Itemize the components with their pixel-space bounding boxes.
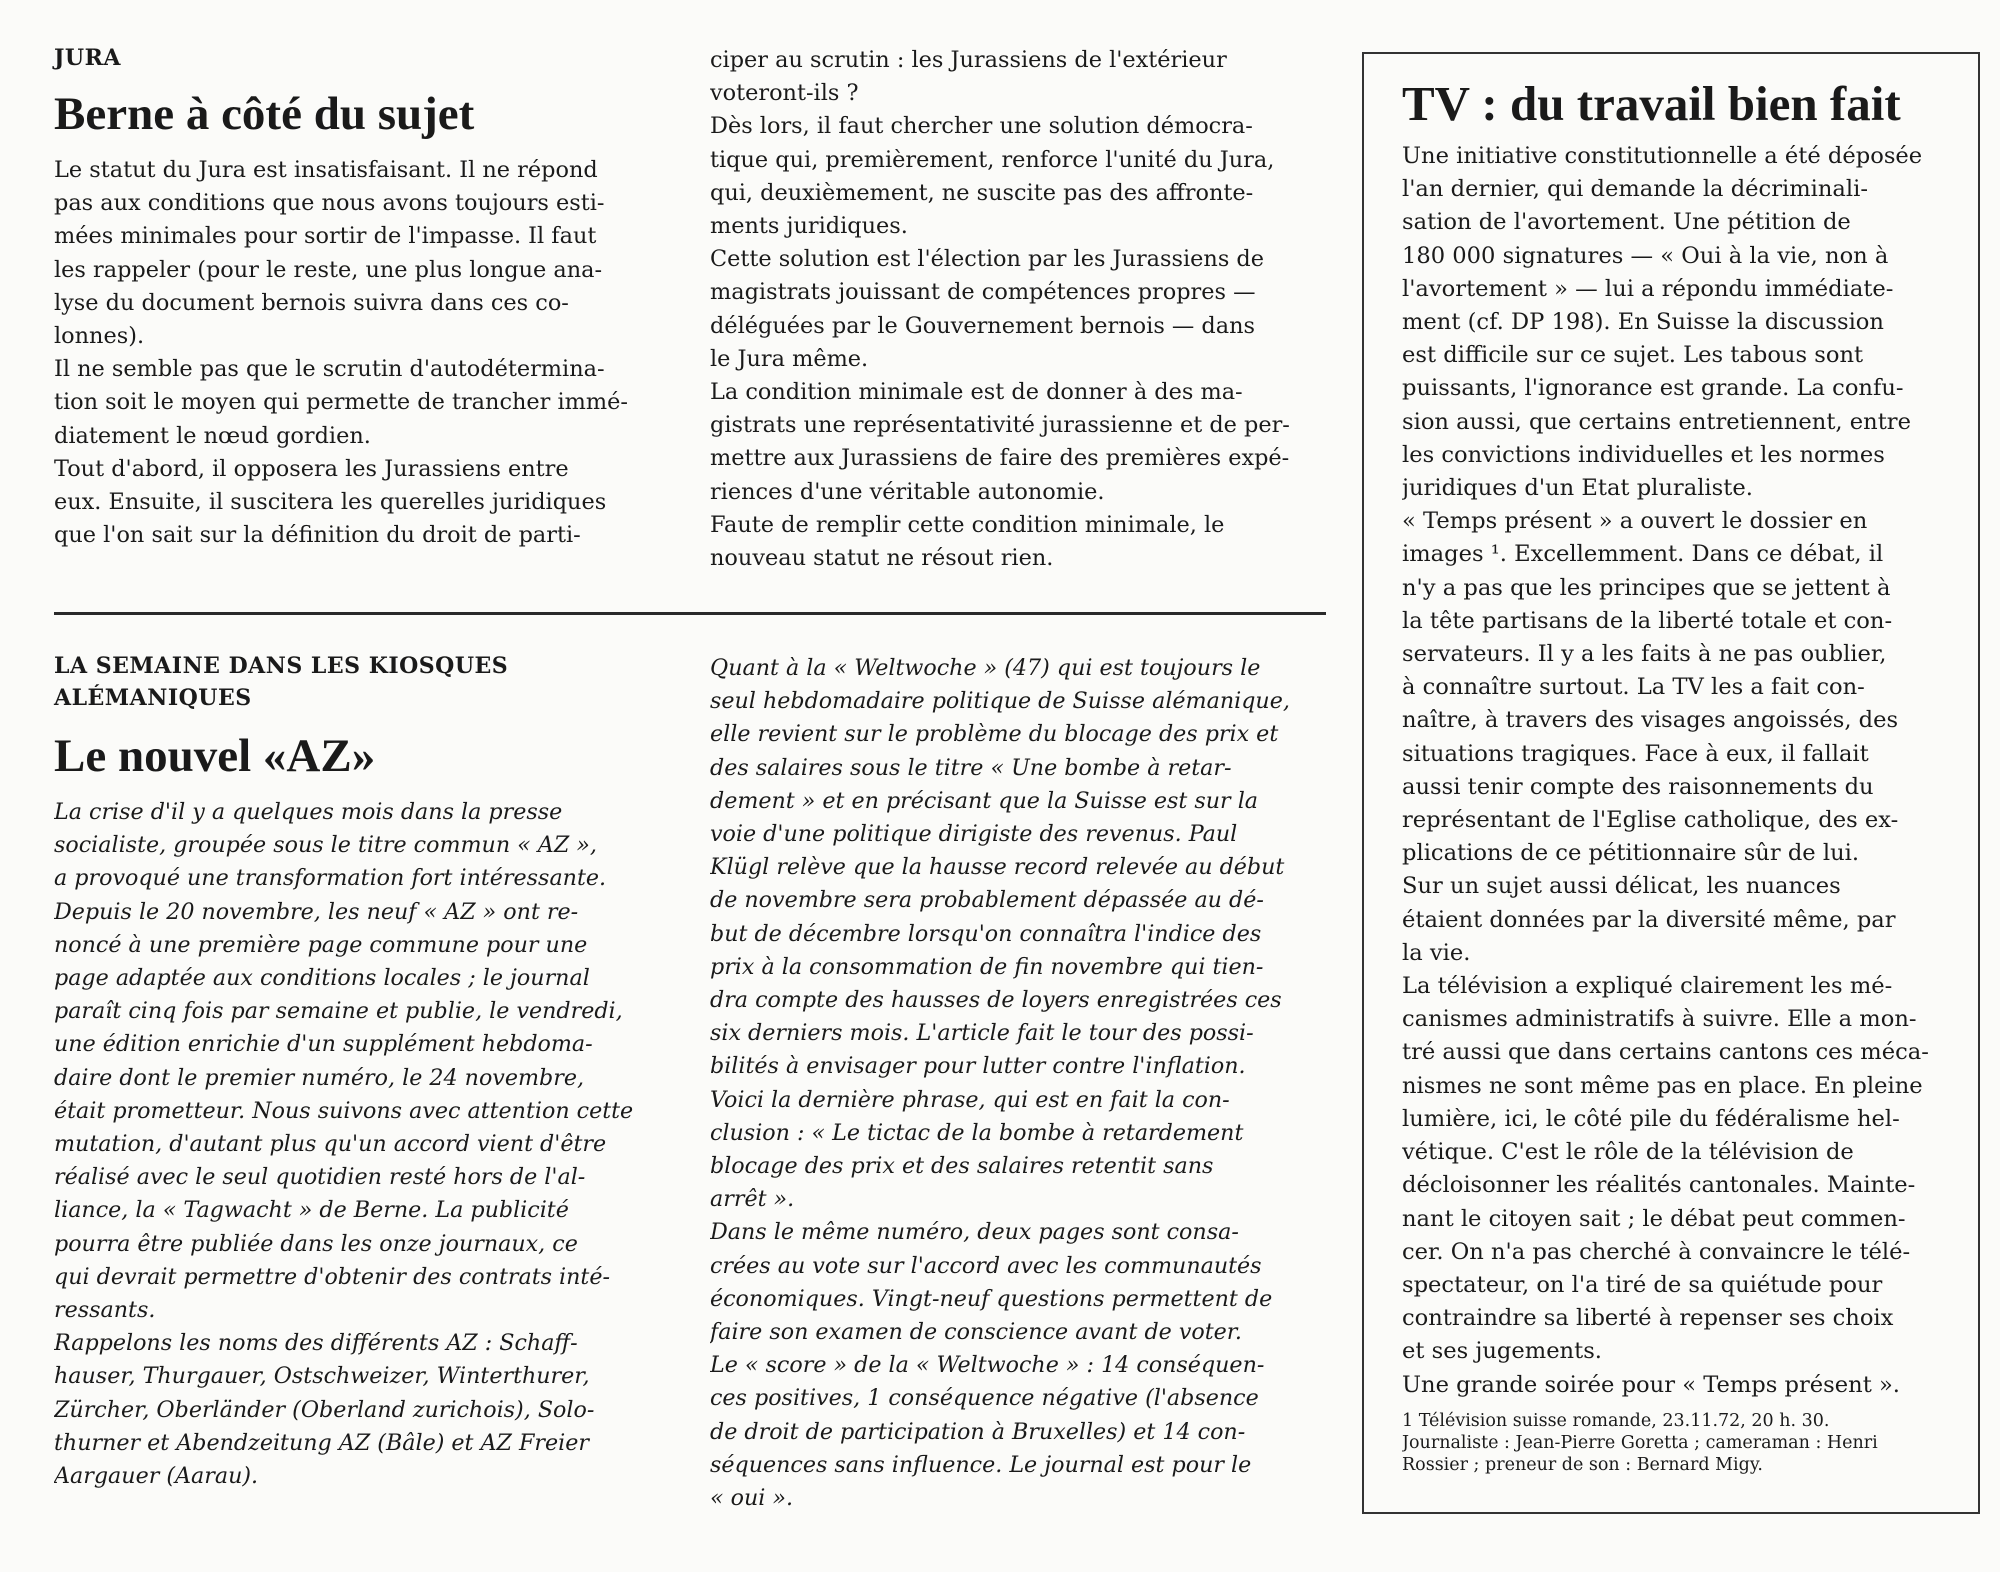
text-line: mées minimales pour sortir de l'impasse. Il faut	[54, 223, 597, 250]
text-line: ces positives, 1 conséquence négative (l'absence	[710, 1385, 1259, 1412]
text-line: Aargauer (Aarau).	[54, 1463, 259, 1490]
text-line: dra compte des hausses de loyers enregistrées ces	[710, 987, 1282, 1014]
text-line: diatement le nœud gordien.	[54, 422, 371, 449]
text-line: économiques. Vingt-neuf questions permettent de	[710, 1285, 1273, 1312]
text-line: tique qui, premièrement, renforce l'unité du Jura,	[710, 146, 1275, 173]
text-line: « Temps présent » a ouvert le dossier en	[1402, 508, 1868, 535]
text-line: tion soit le moyen qui permette de trancher immé-	[54, 389, 628, 416]
text-line: de novembre sera probablement dépassée au dé-	[710, 887, 1264, 914]
text-line: Zürcher, Oberländer (Oberland zurichois), Solo-	[54, 1396, 595, 1423]
text-line: noncé à une première page commune pour une	[54, 931, 588, 958]
text-line: réalisé avec le seul quotidien resté hors de l'al-	[54, 1164, 586, 1191]
text-line: plications de ce pétitionnaire sûr de lui.	[1402, 840, 1860, 867]
text-line: hauser, Thurgauer, Ostschweizer, Winterthurer,	[54, 1363, 590, 1390]
text-line: but de décembre lorsqu'on connaîtra l'indice des	[710, 920, 1262, 947]
text-line: seul hebdomadaire politique de Suisse alémanique,	[710, 688, 1290, 715]
text-line: l'an dernier, qui demande la décriminali-	[1402, 176, 1868, 203]
kiosques-col-1	[54, 650, 672, 1493]
text-line: 180 000 signatures — « Oui à la vie, non à	[1402, 242, 1889, 269]
text-line: faire son examen de conscience avant de voter.	[710, 1319, 1242, 1346]
text-line: riences d'une véritable autonomie.	[710, 478, 1105, 505]
text-line: Dans le même numéro, deux pages sont consa-	[710, 1219, 1239, 1246]
text-line: liance, la « Tagwacht » de Berne. La publicité	[54, 1197, 569, 1224]
jura-kicker: JURA	[54, 45, 121, 71]
text-line: arrêt ».	[710, 1186, 795, 1213]
text-line: le Jura même.	[710, 345, 869, 372]
text-line: déléguées par le Gouvernement bernois — dans	[710, 312, 1256, 339]
text-line: Sur un sujet aussi délicat, les nuances	[1402, 873, 1841, 900]
text-line: La condition minimale est de donner à des ma-	[710, 379, 1243, 406]
text-line: Cette solution est l'élection par les Jurassiens de	[710, 246, 1265, 273]
text-line: elle revient sur le problème du blocage des prix et	[710, 721, 1279, 748]
text-line: sation de l'avortement. Une pétition de	[1402, 209, 1851, 236]
kiosques-kicker-line-2: ALÉMANIQUES	[54, 685, 252, 711]
text-line: paraît cinq fois par semaine et publie, le vendredi,	[54, 998, 623, 1025]
text-line: thurner et Abendzeitung AZ (Bâle) et AZ Freier	[54, 1429, 589, 1456]
jura-col-2	[710, 44, 1328, 575]
text-line: de droit de participation à Bruxelles) et 14 con-	[710, 1418, 1246, 1445]
text-line: Le « score » de la « Weltwoche » : 14 conséquen-	[710, 1352, 1265, 1379]
text-line: puissants, l'ignorance est grande. La confu-	[1402, 375, 1904, 402]
text-line: daire dont le premier numéro, le 24 novembre,	[54, 1064, 585, 1091]
tv-box	[1362, 52, 1980, 1514]
text-line: mettre aux Jurassiens de faire des premières expé-	[710, 445, 1290, 472]
text-line: Une initiative constitutionnelle a été déposée	[1402, 143, 1923, 169]
text-line: ment (cf. DP 198). En Suisse la discussion	[1402, 309, 1884, 336]
jura-col-1	[54, 42, 672, 552]
text-line: clusion : « Le tictac de la bombe à retardement	[710, 1119, 1244, 1146]
text-line: crées au vote sur l'accord avec les communautés	[710, 1252, 1262, 1279]
text-line: « oui ».	[710, 1485, 794, 1512]
text-line: bilités à envisager pour lutter contre l'inflation.	[710, 1053, 1246, 1080]
text-line: Klügl relève que la hausse record relevée au début	[710, 854, 1285, 881]
section-divider	[54, 612, 1326, 615]
text-line: est difficile sur ce sujet. Les tabous sont	[1402, 342, 1864, 369]
kiosques-col1-text	[54, 796, 672, 1493]
text-line: La crise d'il y a quelques mois dans la presse	[54, 799, 563, 825]
text-line: eux. Ensuite, il suscitera les querelles juridiques	[54, 489, 607, 516]
text-line: n'y a pas que les principes que se jettent à	[1402, 574, 1891, 601]
kiosques-col2-text	[710, 652, 1328, 1515]
text-line: aussi tenir compte des raisonnements du	[1402, 773, 1874, 800]
text-line: et ses jugements.	[1402, 1338, 1602, 1365]
text-line: Depuis le 20 novembre, les neuf « AZ » ont re-	[54, 898, 579, 925]
tv-text	[1402, 140, 1956, 1402]
text-line: situations tragiques. Face à eux, il fallait	[1402, 740, 1869, 767]
text-line: les convictions individuelles et les normes	[1402, 441, 1885, 468]
kiosques-kicker-line-1: LA SEMAINE DANS LES KIOSQUES	[54, 653, 509, 679]
kiosques-headline: Le nouvel «AZ»	[54, 730, 376, 782]
kiosques-col-2	[710, 652, 1328, 1515]
text-line: lonnes).	[54, 323, 145, 350]
text-line: ressants.	[54, 1297, 156, 1324]
text-line: séquences sans influence. Le journal est pour le	[710, 1451, 1252, 1478]
text-line: gistrats une représentativité jurassienne et de per-	[710, 412, 1290, 439]
text-line: nismes ne sont même pas en place. En pleine	[1402, 1072, 1923, 1099]
text-line: images ¹. Excellemment. Dans ce débat, il	[1402, 541, 1884, 568]
text-line: des salaires sous le titre « Une bombe à retar-	[710, 754, 1232, 781]
text-line: a provoqué une transformation fort intéressante.	[54, 865, 607, 892]
text-line: dement » et en précisant que la Suisse est sur la	[710, 787, 1259, 814]
text-line: ciper au scrutin : les Jurassiens de l'extérieur	[710, 47, 1227, 73]
text-line: Il ne semble pas que le scrutin d'autodétermina-	[54, 356, 605, 383]
text-line: blocage des prix et des salaires retentit sans	[710, 1153, 1214, 1180]
text-line: était prometteur. Nous suivons avec attention cette	[54, 1097, 634, 1124]
text-line: cer. On n'a pas cherché à convaincre le télé-	[1402, 1238, 1911, 1265]
tv-footnote	[1402, 1410, 1956, 1476]
text-line: Rappelons les noms des différents AZ : Schaff-	[54, 1330, 578, 1357]
text-line: lumière, ici, le côté pile du fédéralisme hel-	[1402, 1105, 1900, 1132]
text-line: La télévision a expliqué clairement les mé-	[1402, 973, 1893, 1000]
text-line: six derniers mois. L'article fait le tour des possi-	[710, 1020, 1254, 1047]
jura-col2-text	[710, 44, 1328, 575]
text-line: pas aux conditions que nous avons toujours esti-	[54, 190, 605, 217]
text-line: qui devrait permettre d'obtenir des contrats inté-	[54, 1263, 610, 1290]
text-line: les rappeler (pour le reste, une plus longue ana-	[54, 256, 603, 283]
text-line: la tête partisans de la liberté totale et con-	[1402, 607, 1893, 634]
text-line: socialiste, groupée sous le titre commun « AZ »,	[54, 832, 597, 859]
text-line: représentant de l'Eglise catholique, des ex-	[1402, 807, 1899, 834]
text-line: sion aussi, que certains entretiennent, entre	[1402, 408, 1911, 435]
text-line: page adaptée aux conditions locales ; le journal	[54, 965, 590, 992]
text-line: contraindre sa liberté à repenser ses choix	[1402, 1305, 1894, 1332]
text-line: Rossier ; preneur de son : Bernard Migy.	[1402, 1454, 1763, 1475]
text-line: à connaître surtout. La TV les a fait con-	[1402, 674, 1865, 701]
text-line: Le statut du Jura est insatisfaisant. Il ne répond	[54, 157, 598, 183]
text-line: l'avortement » — lui a répondu immédiate-	[1402, 275, 1894, 302]
text-line: nouveau statut ne résout rien.	[710, 545, 1054, 572]
text-line: étaient données par la diversité même, par	[1402, 906, 1896, 933]
jura-col1-text	[54, 154, 672, 552]
text-line: Une grande soirée pour « Temps présent ».	[1402, 1371, 1900, 1398]
text-line: une édition enrichie d'un supplément hebdoma-	[54, 1031, 593, 1058]
text-line: qui, deuxièmement, ne suscite pas des affronte-	[710, 179, 1254, 206]
text-line: voie d'une politique dirigiste des revenus. Paul	[710, 821, 1238, 848]
text-line: Dès lors, il faut chercher une solution démocra-	[710, 113, 1253, 140]
text-line: naître, à travers des visages angoissés, des	[1402, 707, 1899, 734]
text-line: Journaliste : Jean-Pierre Goretta ; cameraman : Henri	[1402, 1432, 1878, 1453]
text-line: décloisonner les réalités cantonales. Mainte-	[1402, 1172, 1916, 1199]
text-line: prix à la consommation de fin novembre qui tien-	[710, 953, 1264, 980]
text-line: 1 Télévision suisse romande, 23.11.72, 20 h. 30.	[1402, 1410, 1830, 1431]
jura-headline: Berne à côté du sujet	[54, 88, 475, 140]
text-line: lyse du document bernois suivra dans ces co-	[54, 289, 569, 316]
text-line: Quant à la « Weltwoche » (47) qui est toujours le	[710, 655, 1261, 681]
text-line: voteront-ils ?	[710, 80, 859, 107]
text-line: canismes administratifs à suivre. Elle a mon-	[1402, 1006, 1917, 1033]
text-line: Voici la dernière phrase, qui est en fait la con-	[710, 1086, 1230, 1113]
text-line: servateurs. Il y a les faits à ne pas oublier,	[1402, 641, 1887, 668]
text-line: Tout d'abord, il opposera les Jurassiens entre	[54, 455, 569, 482]
text-line: mutation, d'autant plus qu'un accord vient d'être	[54, 1131, 607, 1158]
text-line: tré aussi que dans certains cantons ces méca-	[1402, 1039, 1929, 1066]
text-line: magistrats jouissant de compétences propres —	[710, 279, 1256, 306]
text-line: juridiques d'un Etat pluraliste.	[1402, 475, 1753, 502]
text-line: spectateur, on l'a tiré de sa quiétude pour	[1402, 1271, 1883, 1298]
text-line: la vie.	[1402, 939, 1471, 966]
tv-headline: TV : du travail bien fait	[1402, 76, 1901, 131]
text-line: Faute de remplir cette condition minimale, le	[710, 511, 1225, 538]
text-line: que l'on sait sur la définition du droit de parti-	[54, 522, 581, 549]
text-line: vétique. C'est le rôle de la télévision de	[1402, 1139, 1854, 1166]
text-line: nant le citoyen sait ; le débat peut commen-	[1402, 1205, 1906, 1232]
text-line: pourra être publiée dans les onze journaux, ce	[54, 1230, 578, 1257]
text-line: ments juridiques.	[710, 213, 908, 240]
